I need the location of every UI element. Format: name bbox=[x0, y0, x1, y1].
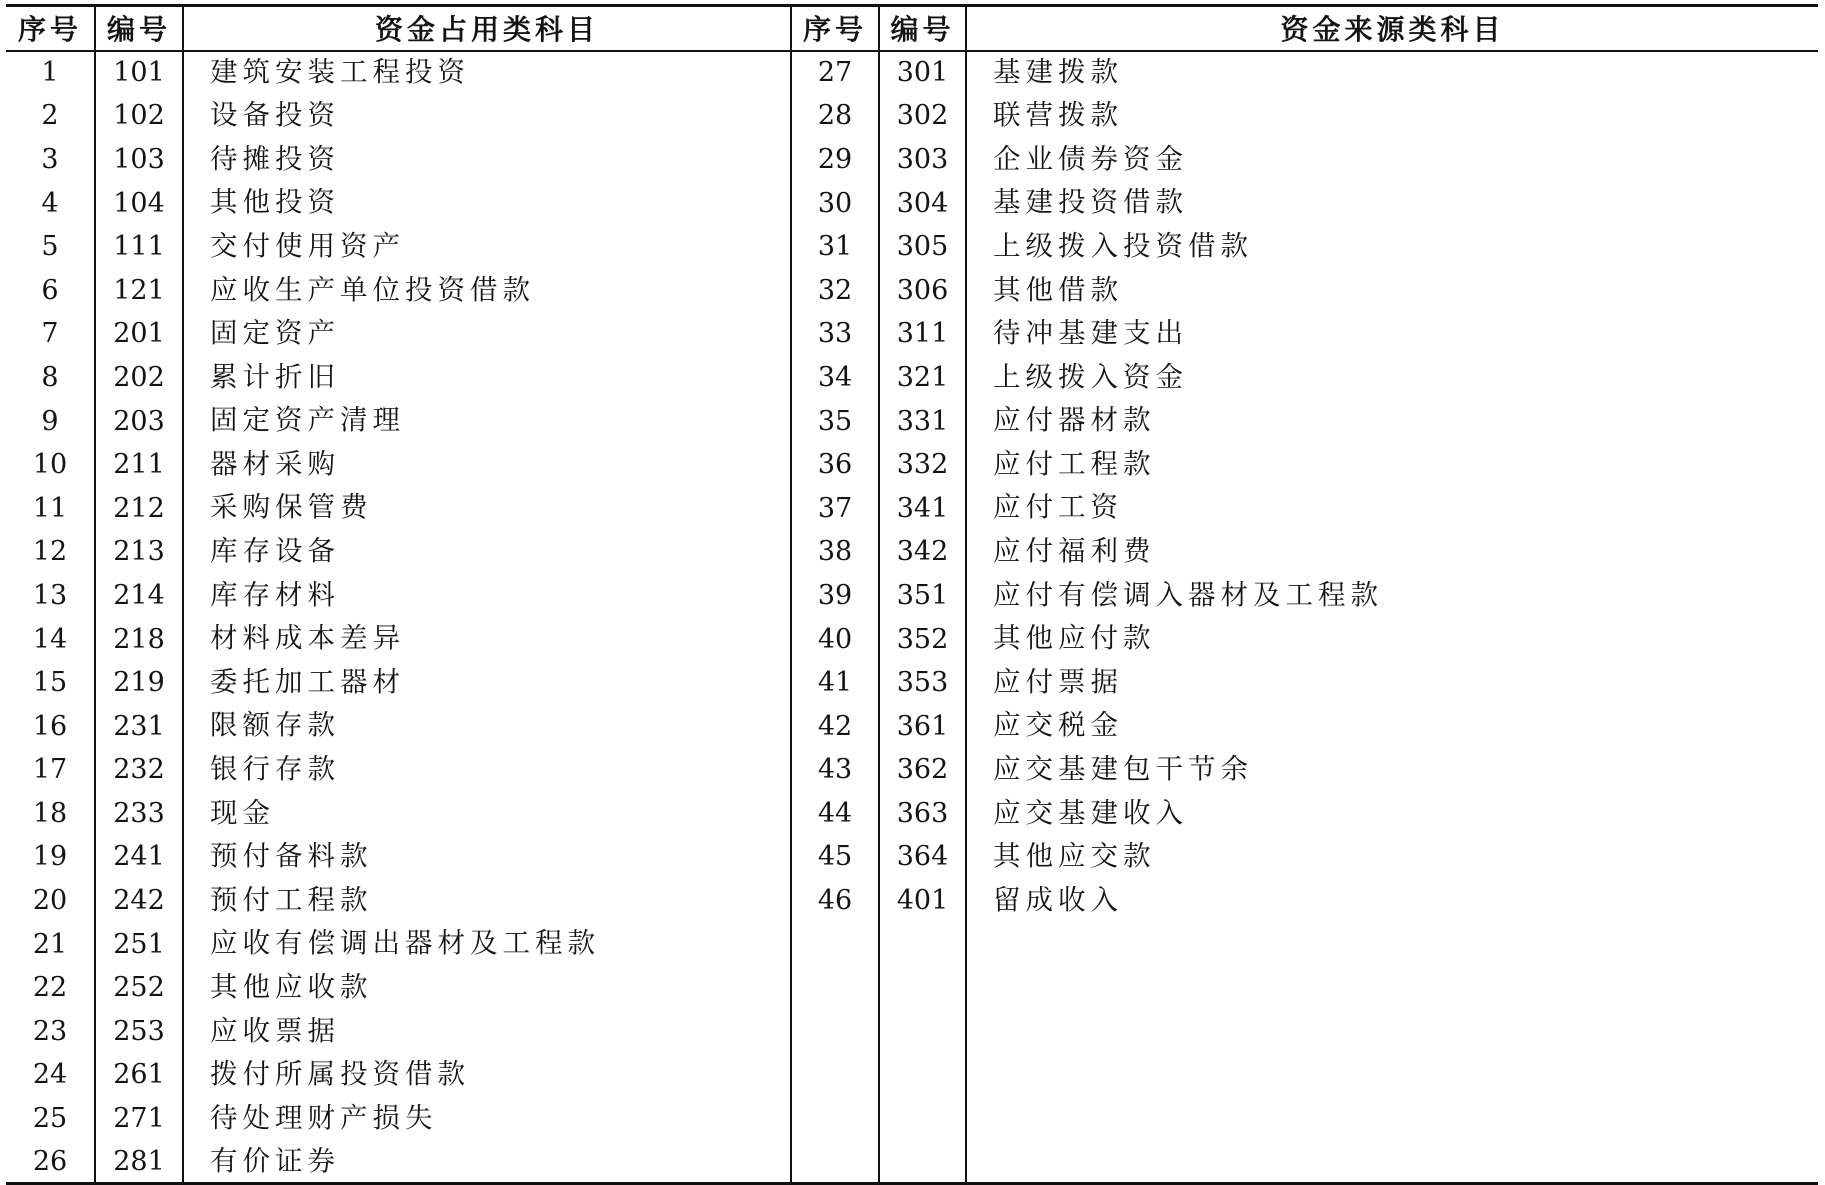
seq-cell: 43 bbox=[791, 748, 879, 792]
table-row bbox=[6, 268, 1818, 312]
account-name-cell: 库存材料 bbox=[183, 574, 791, 618]
table-row bbox=[6, 792, 1818, 836]
seq-cell: 19 bbox=[32, 841, 68, 873]
account-name-cell: 应收有偿调出器材及工程款 bbox=[183, 922, 791, 966]
seq-cell: 13 bbox=[32, 579, 68, 611]
header-fund-use-accounts: 资金占用类科目 bbox=[183, 6, 791, 51]
account-name-cell: 其他投资 bbox=[183, 181, 791, 225]
code-cell: 363 bbox=[879, 792, 966, 836]
seq-cell: 21 bbox=[32, 928, 68, 960]
seq-cell: 32 bbox=[791, 268, 879, 312]
code-cell: 214 bbox=[95, 574, 183, 618]
table-row bbox=[6, 225, 1818, 269]
account-name-cell: 拨付所属投资借款 bbox=[183, 1053, 791, 1097]
account-name-cell: 其他应付款 bbox=[966, 617, 1818, 661]
code-cell bbox=[879, 1140, 966, 1184]
seq-cell: 23 bbox=[32, 1015, 68, 1047]
code-cell: 321 bbox=[879, 356, 966, 400]
code-cell: 303 bbox=[879, 138, 966, 182]
seq-cell: 39 bbox=[791, 574, 879, 618]
account-name-cell: 基建拨款 bbox=[966, 51, 1818, 95]
code-cell: 218 bbox=[95, 617, 183, 661]
account-name-cell: 设备投资 bbox=[183, 94, 791, 138]
seq-cell: 41 bbox=[791, 661, 879, 705]
header-fund-source-accounts: 资金来源类科目 bbox=[966, 6, 1818, 51]
seq-cell: 46 bbox=[791, 879, 879, 923]
header-row bbox=[6, 6, 1818, 51]
account-name-cell: 建筑安装工程投资 bbox=[183, 51, 791, 95]
code-cell: 353 bbox=[879, 661, 966, 705]
seq-cell: 5 bbox=[41, 231, 59, 263]
account-name-cell bbox=[966, 966, 1818, 1010]
table-row bbox=[6, 443, 1818, 487]
code-cell: 332 bbox=[879, 443, 966, 487]
table-row bbox=[6, 356, 1818, 400]
table-row bbox=[6, 748, 1818, 792]
account-name-cell: 其他应交款 bbox=[966, 835, 1818, 879]
seq-cell: 33 bbox=[791, 312, 879, 356]
code-cell: 233 bbox=[95, 792, 183, 836]
account-name-cell: 银行存款 bbox=[183, 748, 791, 792]
seq-cell: 1 bbox=[41, 57, 59, 89]
header-code-left: 编号 bbox=[95, 6, 183, 51]
table-row bbox=[6, 181, 1818, 225]
table-row bbox=[6, 574, 1818, 618]
code-cell: 261 bbox=[95, 1053, 183, 1097]
header-code-right: 编号 bbox=[879, 6, 966, 51]
account-name-cell: 留成收入 bbox=[966, 879, 1818, 923]
code-cell: 242 bbox=[95, 879, 183, 923]
code-cell: 202 bbox=[95, 356, 183, 400]
code-cell: 362 bbox=[879, 748, 966, 792]
account-name-cell: 上级拨入投资借款 bbox=[966, 225, 1818, 269]
account-name-cell: 材料成本差异 bbox=[183, 617, 791, 661]
seq-cell: 28 bbox=[791, 94, 879, 138]
account-name-cell: 预付工程款 bbox=[183, 879, 791, 923]
code-cell: 103 bbox=[95, 138, 183, 182]
seq-cell: 16 bbox=[32, 710, 68, 742]
account-name-cell: 联营拨款 bbox=[966, 94, 1818, 138]
account-name-cell: 基建投资借款 bbox=[966, 181, 1818, 225]
seq-cell: 22 bbox=[32, 972, 68, 1004]
seq-cell: 31 bbox=[791, 225, 879, 269]
table-row bbox=[6, 138, 1818, 182]
seq-cell: 44 bbox=[791, 792, 879, 836]
account-name-cell: 应付福利费 bbox=[966, 530, 1818, 574]
account-name-cell bbox=[966, 1010, 1818, 1054]
code-cell: 281 bbox=[95, 1140, 183, 1184]
table-row bbox=[6, 486, 1818, 530]
seq-cell: 4 bbox=[41, 187, 59, 219]
code-cell: 301 bbox=[879, 51, 966, 95]
seq-cell: 27 bbox=[791, 51, 879, 95]
code-cell: 304 bbox=[879, 181, 966, 225]
code-cell: 102 bbox=[95, 94, 183, 138]
table-row bbox=[6, 879, 1818, 923]
seq-cell: 12 bbox=[32, 536, 68, 568]
seq-cell: 26 bbox=[6, 1140, 95, 1184]
code-cell: 111 bbox=[95, 225, 183, 269]
account-name-cell bbox=[966, 1140, 1818, 1184]
seq-cell: 3 bbox=[41, 143, 59, 175]
account-name-cell bbox=[966, 1097, 1818, 1141]
account-name-cell: 应付器材款 bbox=[966, 399, 1818, 443]
account-name-cell bbox=[966, 922, 1818, 966]
code-cell: 212 bbox=[95, 486, 183, 530]
header-seq-right: 序号 bbox=[791, 6, 879, 51]
account-name-cell: 待冲基建支出 bbox=[966, 312, 1818, 356]
code-cell: 352 bbox=[879, 617, 966, 661]
code-cell: 342 bbox=[879, 530, 966, 574]
code-cell: 253 bbox=[95, 1010, 183, 1054]
seq-cell bbox=[791, 1097, 879, 1141]
table-row bbox=[6, 922, 1818, 966]
code-cell: 101 bbox=[95, 51, 183, 95]
account-name-cell: 库存设备 bbox=[183, 530, 791, 574]
account-name-cell: 预付备料款 bbox=[183, 835, 791, 879]
seq-cell: 35 bbox=[791, 399, 879, 443]
code-cell: 341 bbox=[879, 486, 966, 530]
account-name-cell: 其他借款 bbox=[966, 268, 1818, 312]
seq-cell bbox=[791, 966, 879, 1010]
seq-cell: 10 bbox=[32, 449, 68, 481]
table-row bbox=[6, 1140, 1818, 1184]
header-seq-left: 序号 bbox=[6, 6, 95, 51]
account-name-cell: 应付工资 bbox=[966, 486, 1818, 530]
seq-cell: 14 bbox=[32, 623, 68, 655]
account-name-cell: 应收生产单位投资借款 bbox=[183, 268, 791, 312]
table-row bbox=[6, 312, 1818, 356]
account-name-cell: 待处理财产损失 bbox=[183, 1097, 791, 1141]
code-cell: 351 bbox=[879, 574, 966, 618]
account-name-cell: 现金 bbox=[183, 792, 791, 836]
seq-cell bbox=[791, 922, 879, 966]
table-row bbox=[6, 617, 1818, 661]
seq-cell: 8 bbox=[41, 361, 59, 393]
seq-cell: 20 bbox=[32, 885, 68, 917]
code-cell bbox=[879, 1053, 966, 1097]
account-name-cell: 采购保管费 bbox=[183, 486, 791, 530]
seq-cell: 25 bbox=[32, 1103, 68, 1135]
account-name-cell: 其他应收款 bbox=[183, 966, 791, 1010]
seq-cell: 24 bbox=[32, 1059, 68, 1091]
code-cell bbox=[879, 922, 966, 966]
code-cell: 232 bbox=[95, 748, 183, 792]
code-cell bbox=[879, 1097, 966, 1141]
account-name-cell: 应交税金 bbox=[966, 704, 1818, 748]
table-row bbox=[6, 1010, 1818, 1054]
seq-cell: 7 bbox=[41, 318, 59, 350]
code-cell: 251 bbox=[95, 922, 183, 966]
account-name-cell: 有价证券 bbox=[183, 1140, 791, 1184]
account-name-cell: 应付有偿调入器材及工程款 bbox=[966, 574, 1818, 618]
account-name-cell: 限额存款 bbox=[183, 704, 791, 748]
code-cell: 361 bbox=[879, 704, 966, 748]
code-cell bbox=[879, 966, 966, 1010]
code-cell: 364 bbox=[879, 835, 966, 879]
code-cell: 104 bbox=[95, 181, 183, 225]
table-row bbox=[6, 1053, 1818, 1097]
accounts-table bbox=[6, 4, 1818, 1185]
code-cell: 331 bbox=[879, 399, 966, 443]
code-cell: 401 bbox=[879, 879, 966, 923]
account-name-cell: 应交基建收入 bbox=[966, 792, 1818, 836]
code-cell: 241 bbox=[95, 835, 183, 879]
seq-cell: 18 bbox=[32, 797, 68, 829]
seq-cell: 11 bbox=[32, 492, 68, 524]
code-cell: 219 bbox=[95, 661, 183, 705]
table-row bbox=[6, 94, 1818, 138]
seq-cell: 15 bbox=[32, 667, 68, 699]
table-row bbox=[6, 704, 1818, 748]
code-cell: 201 bbox=[95, 312, 183, 356]
account-name-cell: 固定资产 bbox=[183, 312, 791, 356]
code-cell bbox=[879, 1010, 966, 1054]
table-row bbox=[6, 1097, 1818, 1141]
account-name-cell: 器材采购 bbox=[183, 443, 791, 487]
seq-cell: 9 bbox=[41, 405, 59, 437]
code-cell: 231 bbox=[95, 704, 183, 748]
seq-cell bbox=[791, 1053, 879, 1097]
account-name-cell: 上级拨入资金 bbox=[966, 356, 1818, 400]
table-row bbox=[6, 966, 1818, 1010]
code-cell: 306 bbox=[879, 268, 966, 312]
code-cell: 252 bbox=[95, 966, 183, 1010]
seq-cell: 40 bbox=[791, 617, 879, 661]
table-row bbox=[6, 51, 1818, 95]
table-row bbox=[6, 399, 1818, 443]
table-row bbox=[6, 530, 1818, 574]
seq-cell: 2 bbox=[41, 100, 59, 132]
account-name-cell: 待摊投资 bbox=[183, 138, 791, 182]
code-cell: 302 bbox=[879, 94, 966, 138]
seq-cell: 30 bbox=[791, 181, 879, 225]
code-cell: 121 bbox=[95, 268, 183, 312]
table-row bbox=[6, 661, 1818, 705]
seq-cell: 38 bbox=[791, 530, 879, 574]
account-name-cell: 应交基建包干节余 bbox=[966, 748, 1818, 792]
code-cell: 211 bbox=[95, 443, 183, 487]
seq-cell: 29 bbox=[791, 138, 879, 182]
seq-cell bbox=[791, 1140, 879, 1184]
account-name-cell: 应收票据 bbox=[183, 1010, 791, 1054]
account-name-cell: 交付使用资产 bbox=[183, 225, 791, 269]
seq-cell: 42 bbox=[791, 704, 879, 748]
seq-cell: 37 bbox=[791, 486, 879, 530]
seq-cell bbox=[791, 1010, 879, 1054]
code-cell: 271 bbox=[95, 1097, 183, 1141]
code-cell: 305 bbox=[879, 225, 966, 269]
seq-cell: 36 bbox=[791, 443, 879, 487]
account-name-cell: 累计折旧 bbox=[183, 356, 791, 400]
account-name-cell: 固定资产清理 bbox=[183, 399, 791, 443]
code-cell: 213 bbox=[95, 530, 183, 574]
seq-cell: 17 bbox=[32, 754, 68, 786]
code-cell: 311 bbox=[879, 312, 966, 356]
account-name-cell: 企业债券资金 bbox=[966, 138, 1818, 182]
account-name-cell bbox=[966, 1053, 1818, 1097]
account-name-cell: 应付票据 bbox=[966, 661, 1818, 705]
seq-cell: 6 bbox=[41, 274, 59, 306]
account-name-cell: 应付工程款 bbox=[966, 443, 1818, 487]
table-row bbox=[6, 835, 1818, 879]
seq-cell: 45 bbox=[791, 835, 879, 879]
seq-cell: 34 bbox=[791, 356, 879, 400]
code-cell: 203 bbox=[95, 399, 183, 443]
account-name-cell: 委托加工器材 bbox=[183, 661, 791, 705]
